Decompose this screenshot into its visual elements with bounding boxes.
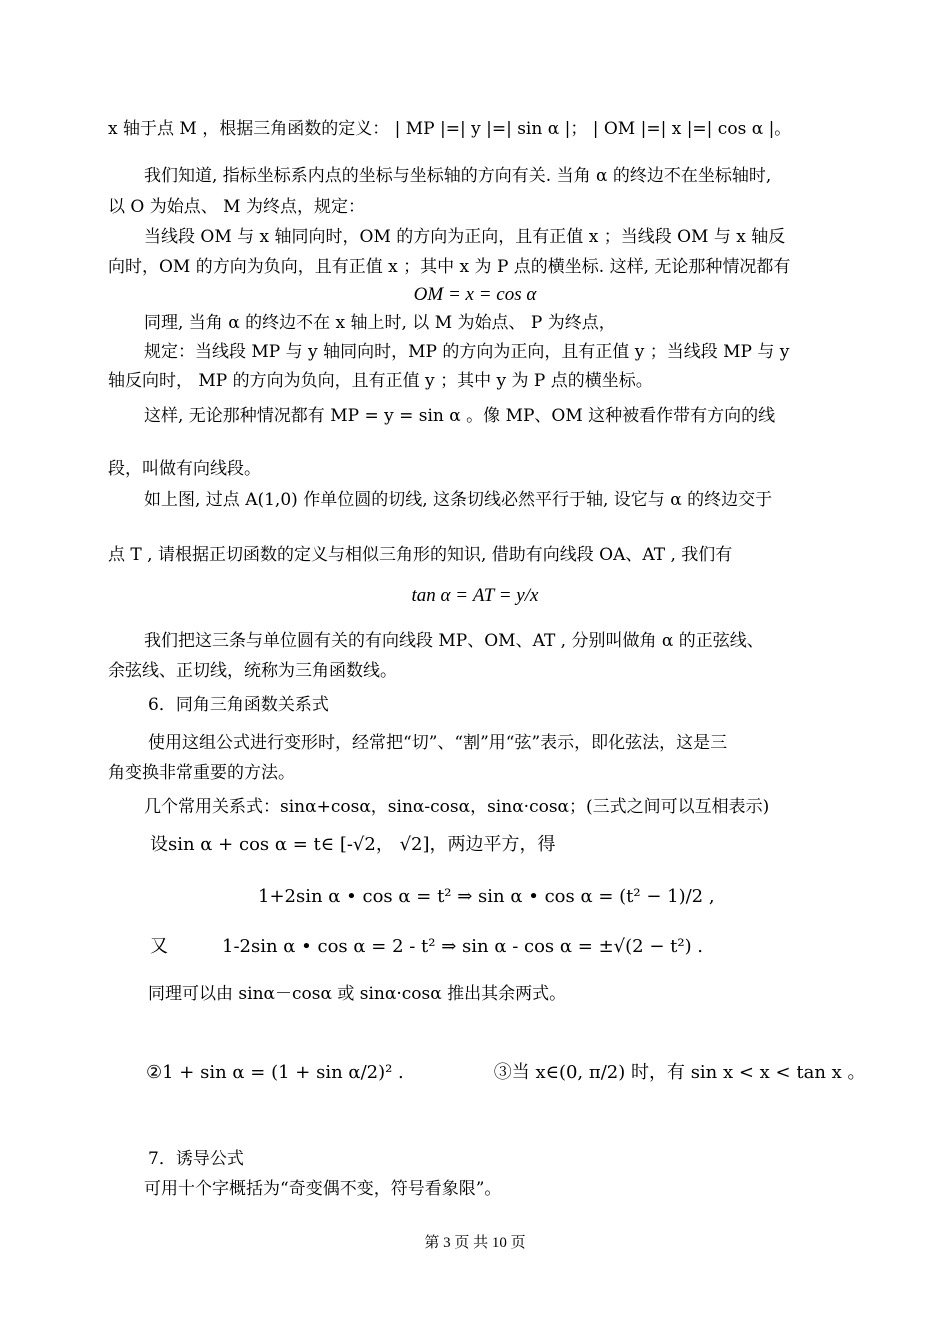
text-line-16: 余弦线、正切线，统称为三角函数线。 xyxy=(108,661,397,681)
equation-om-cos: OM = x = cos α xyxy=(413,284,537,305)
text-line-19: 角变换非常重要的方法。 xyxy=(108,763,295,783)
formula-line-21: 设sin α + cos α = t∈ [-√2， √2]，两边平方，得 xyxy=(150,834,556,855)
text-line-12: 如上图, 过点 A(1,0) 作单位圆的切线, 这条切线必然平行于轴, 设它与 α 的终边交于 xyxy=(144,490,773,510)
text-line-24: 同理可以由 sinα－cosα 或 sinα·cosα 推出其余两式。 xyxy=(148,984,567,1004)
text-line-13: 点 T , 请根据正切函数的定义与相似三角形的知识, 借助有向线段 OA、AT , 我们有 xyxy=(108,545,733,565)
formula-line-22: 1+2sin α • cos α = t² ⇒ sin α • cos α = (t² − 1)/2 , xyxy=(258,886,715,907)
text-line-1: x 轴于点 M ，根据三角函数的定义： | MP |=| y |=| sin α |； | OM |=| x |=| cos α |。 xyxy=(108,119,792,139)
text-line-8: 规定：当线段 MP 与 y 轴同向时，MP 的方向为正向，且有正值 y ；当线段 MP 与 y xyxy=(144,342,790,362)
text-line-4: 当线段 OM 与 x 轴同向时，OM 的方向为正向，且有正值 x ；当线段 OM 与 x 轴反 xyxy=(144,227,786,247)
text-line-3: 以 O 为始点、 M 为终点，规定： xyxy=(108,197,365,217)
formula-line-23: 又 1-2sin α • cos α = 2 - t² ⇒ sin α - cos α = ±√(2 − t²) . xyxy=(150,936,704,957)
text-line-11: 段，叫做有向线段。 xyxy=(108,459,261,479)
text-line-20: 几个常用关系式：sinα+cosα，sinα-cosα，sinα·cosα；(三式之间可以互相表示) xyxy=(144,797,770,817)
text-line-2: 我们知道, 指标坐标系内点的坐标与坐标轴的方向有关. 当角 α 的终边不在坐标轴时, xyxy=(144,166,772,186)
text-line-15: 我们把这三条与单位圆有关的有向线段 MP、OM、AT , 分别叫做角 α 的正弦线、 xyxy=(144,631,764,651)
text-line-5: 向时，OM 的方向为负向，且有正值 x ；其中 x 为 P 点的横坐标. 这样, 无论那种情况都有 xyxy=(108,257,791,277)
text-line-18: 使用这组公式进行变形时，经常把“切”、“割”用“弦”表示，即化弦法，这是三 xyxy=(148,733,728,753)
text-line-27: 可用十个字概括为“奇变偶不变，符号看象限”。 xyxy=(144,1179,502,1199)
section-heading-6: 6．同角三角函数关系式 xyxy=(148,695,329,715)
text-line-10: 这样, 无论那种情况都有 MP = y = sin α 。像 MP、OM 这种被看作带有方向的线 xyxy=(144,406,776,426)
section-heading-7: 7．诱导公式 xyxy=(148,1149,244,1169)
text-line-9: 轴反向时， MP 的方向为负向，且有正值 y ；其中 y 为 P 点的横坐标。 xyxy=(108,371,653,391)
text-line-7: 同理, 当角 α 的终边不在 x 轴上时, 以 M 为始点、 P 为终点， xyxy=(144,313,616,333)
page-footer: 第 3 页 共 10 页 xyxy=(424,1235,526,1251)
formula-line-25: ②1 + sin α = (1 + sin α/2)² . ③当 x∈(0, π/2) 时，有 sin x < x < tan x 。 xyxy=(146,1062,866,1083)
equation-tan: tan α = AT = y/x xyxy=(411,585,539,606)
